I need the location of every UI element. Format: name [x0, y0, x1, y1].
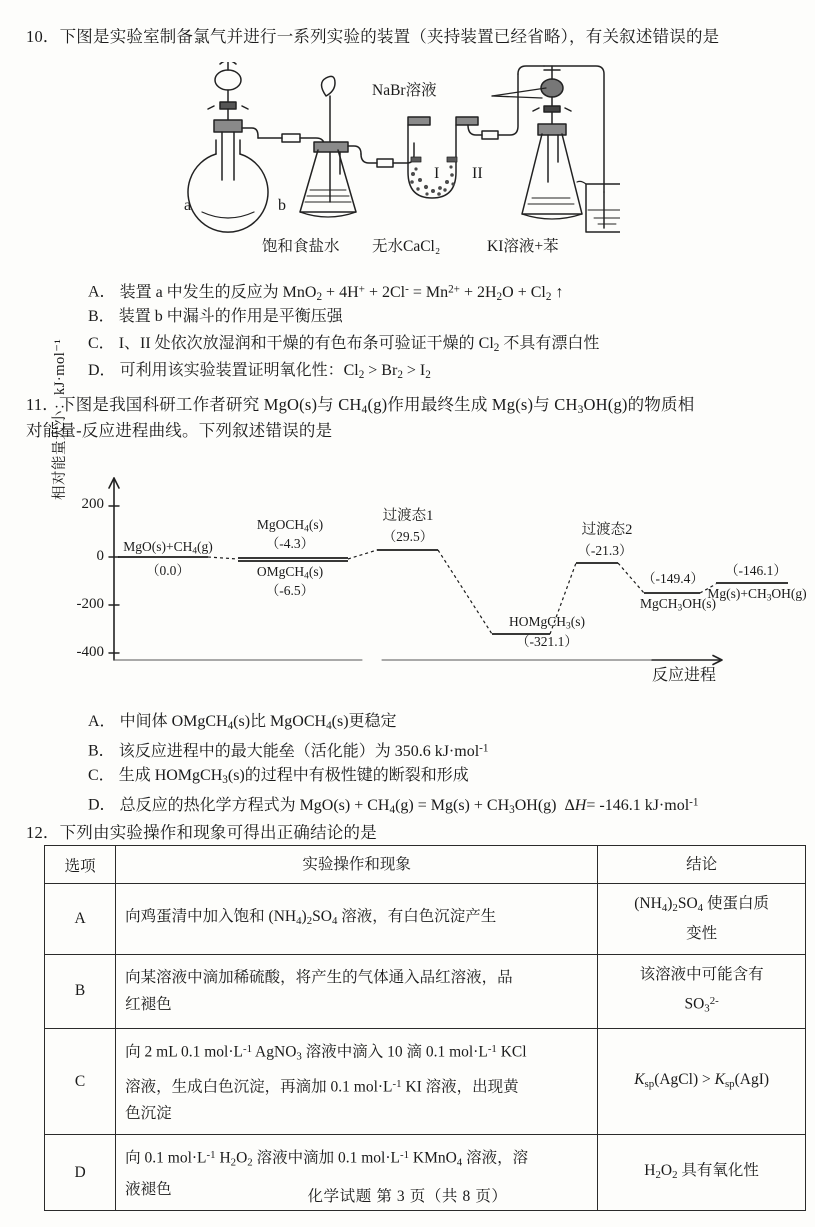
level-name-mgch3oh: MgCH$_3$OH(s)	[640, 596, 716, 614]
chart-y-axis-label: 相对能量大小：kJ·mol⁻¹	[52, 338, 68, 500]
question-11-text-line1: 下图是我国科研工作者研究 MgO(s)与 $CH_4(g)$作用最终生成 Mg(s)与 $CH_3OH(g)$的物质相	[59, 395, 695, 416]
q10-option-d-key: D．	[88, 362, 116, 379]
q10-option-b	[88, 304, 343, 329]
table-header-row	[45, 846, 806, 884]
row-c-option: C	[45, 1029, 116, 1135]
page-footer: 化学试题 第 3 页（共 8 页）	[307, 1188, 508, 1205]
level-value-mgoch4: （-4.3）	[265, 536, 315, 551]
level-name-homgch3: HOMgCH$_3$(s)	[509, 614, 585, 632]
q10-option-d-text: 可利用该实验装置证明氧化性：$Cl_2 > Br_2 > I_2$	[119, 362, 431, 381]
flask-b-label: b	[278, 197, 286, 214]
level-value-mgch3oh: （-149.4）	[642, 571, 704, 586]
level-value-products: （-146.1）	[725, 563, 787, 578]
table-row	[45, 1029, 806, 1135]
question-10-stem	[26, 24, 794, 50]
table-row	[45, 884, 806, 955]
level-label-products	[707, 585, 807, 607]
level-name-omgch4: OMgCH$_4$(s)	[256, 564, 324, 582]
q10-option-c-text: I、II 处依次放湿润和干燥的有色布条可验证干燥的 $Cl_2$ 不具有漂白性	[118, 335, 600, 354]
row-a-option: A	[45, 884, 116, 955]
level-name-mgoch4: MgOCH$_4$(s)	[256, 517, 324, 535]
experiment-conclusion-table	[44, 845, 806, 1211]
question-10-number: 10．	[26, 27, 60, 46]
q11-option-d	[88, 790, 698, 823]
level-label-reactants	[110, 538, 226, 560]
question-11-stem-line2: 对能量-反应进程曲线。下列叙述错误的是	[26, 421, 333, 440]
question-10-text: 下图是实验室制备氯气并进行一系列实验的装置（夹持装置已经省略），有关叙述错误的是	[59, 27, 720, 46]
chart-x-axis-label: 反应进程	[652, 667, 717, 684]
question-12-number: 12．	[26, 823, 60, 842]
header-option: 选项	[45, 846, 116, 884]
tube-II-label: II	[472, 165, 483, 182]
y-tick-200: 200	[81, 496, 104, 512]
row-a-conclusion: $(NH_4)_2SO_4$ 使蛋白质 变性	[598, 884, 806, 955]
caption-ki-benzene: KI溶液+苯	[487, 238, 559, 255]
y-tick-minus-200: -200	[76, 596, 104, 612]
q10-option-c	[88, 331, 599, 361]
row-d-operation: 向 0.1 $mol\cdot L^{-1}$ $H_2O_2$ 溶液中滴加 0.1 $mol\cdot L^{-1}$ KMnO$_4$ 溶液，溶 液褪色	[116, 1135, 598, 1211]
q10-option-a-key: A．	[88, 283, 116, 301]
chlorine-apparatus-figure	[150, 62, 620, 262]
question-12-text: 下列由实验操作和现象可得出正确结论的是	[59, 823, 377, 842]
q10-option-d	[88, 358, 431, 388]
caption-anhydrous-cacl2: 无水CaCl₂	[372, 238, 441, 255]
level-label-transition-state-2: 过渡态2	[581, 522, 633, 538]
level-value-homgch3: （-321.1）	[516, 634, 578, 649]
row-c-conclusion: $K_{sp}(AgCl) > K_{sp}(AgI)$	[598, 1029, 806, 1135]
question-11-number: 11．	[26, 395, 59, 414]
tube-I-label: I	[434, 165, 440, 182]
header-operation: 实验操作和现象	[116, 846, 598, 884]
caption-saturated-brine: 饱和食盐水	[262, 238, 340, 255]
y-tick-0: 0	[96, 548, 104, 564]
table-row	[45, 954, 806, 1028]
question-12-stem	[26, 820, 798, 846]
q11-option-d-key: D．	[88, 796, 116, 814]
q11-option-b-key: B．	[88, 742, 115, 760]
q11-option-a-key: A．	[88, 713, 116, 730]
q11-option-b-text: 该反应进程中的最大能垒（活化能）为 350.6 kJ·mol$^{-1}$	[118, 742, 489, 760]
level-value-omgch4: （-6.5）	[265, 583, 315, 598]
level-value-transition-state-1: （29.5）	[382, 529, 434, 544]
q10-option-b-key: B．	[88, 308, 115, 325]
level-name-products: $Mg(s)+CH_3OH(g)$	[707, 586, 807, 604]
row-a-operation: 向鸡蛋清中加入饱和 $(NH_4)_2SO_4$ 溶液，有白色沉淀产生	[116, 884, 598, 955]
header-conclusion: 结论	[598, 846, 806, 884]
q11-option-a	[88, 709, 397, 739]
row-b-option: B	[45, 954, 116, 1028]
row-b-operation: 向某溶液中滴加稀硫酸，将产生的气体通入品红溶液，品 红褪色	[116, 954, 598, 1028]
level-value-reactants: （0.0）	[146, 563, 190, 578]
nabr-solution-callout-label: NaBr溶液	[372, 82, 437, 99]
row-b-conclusion: 该溶液中可能含有 $SO_3^{2-}$	[598, 954, 806, 1028]
q10-option-a-text: 装置 a 中发生的反应为 $MnO_2 + 4H^+ + 2Cl^- = Mn^{2+} + 2H_2O + Cl_2$ ↑	[119, 283, 564, 303]
q11-option-d-text: 总反应的热化学方程式为 $MgO(s) + CH_4(g) = Mg(s) + CH_3OH(g)$ ΔH= -146.1 kJ·mol$^{-1}$	[119, 796, 699, 816]
level-value-transition-state-2: （-21.3）	[577, 543, 633, 558]
flask-a-label: a	[184, 197, 192, 214]
q11-option-c-key: C．	[88, 767, 115, 784]
level-label-transition-state-1: 过渡态1	[382, 508, 434, 524]
y-tick-minus-400: -400	[76, 644, 104, 660]
row-d-option: D	[45, 1135, 116, 1211]
level-name-reactants: $MgO(s)+CH_4(g)$	[123, 539, 213, 557]
q11-option-c	[88, 763, 469, 793]
row-c-operation: 向 2 mL 0.1 $mol\cdot L^{-1}$ AgNO$_3$ 溶液中滴入 10 滴 0.1 $mol\cdot L^{-1}$ KCl 溶液，生成白色沉淀，再滴加 0.1 $mol\cdot L^{-1}$ KI 溶液，出现黄 色沉淀	[116, 1029, 598, 1135]
q10-option-b-text: 装置 b 中漏斗的作用是平衡压强	[118, 308, 343, 325]
q11-option-b	[88, 736, 488, 764]
row-d-conclusion: $H_2O_2$ 具有氧化性	[598, 1135, 806, 1211]
q10-option-c-key: C．	[88, 335, 115, 352]
q11-option-c-text: 生成 HOMgCH$_3$(s)的过程中有极性键的断裂和形成	[118, 767, 469, 786]
q11-option-a-text: 中间体 OMgCH$_4$(s)比 MgOCH$_4$(s)更稳定	[119, 713, 397, 732]
